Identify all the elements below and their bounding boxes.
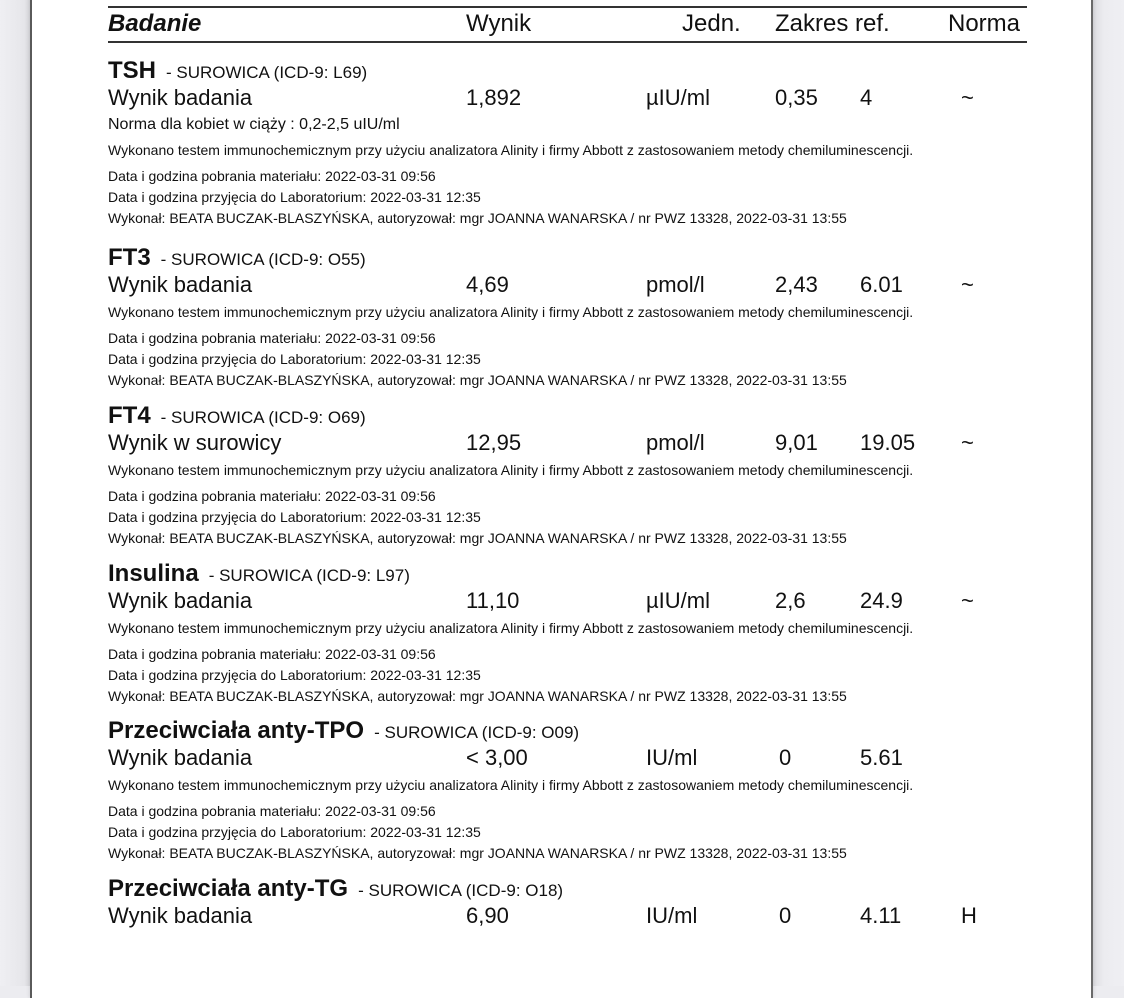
norm-flag: ~ bbox=[961, 588, 974, 613]
column-header-wynik: Wynik bbox=[466, 10, 532, 37]
result-unit: IU/ml bbox=[646, 903, 698, 928]
norm-flag-high: H bbox=[961, 903, 977, 928]
test-block-anty-tg bbox=[108, 875, 1058, 933]
test-name: Przeciwciała anty-TPO bbox=[108, 717, 365, 744]
test-block-tsh bbox=[108, 57, 1058, 229]
ref-low: 0,35 bbox=[775, 85, 818, 110]
test-title bbox=[108, 57, 1058, 85]
result-value: 11,10 bbox=[466, 588, 520, 613]
received-datetime: Data i godzina przyjęcia do Laboratorium: 2022-03-31 12:35 bbox=[108, 667, 481, 683]
ref-low: 9,01 bbox=[775, 430, 818, 455]
test-block-insulina bbox=[108, 560, 1058, 707]
performed-by: Wykonał: BEATA BUCZAK-BLASZYŃSKA, autoryzował: mgr JOANNA WANARSKA / nr PWZ 13328, 2022-03-31 13:55 bbox=[108, 372, 847, 388]
test-specimen: - SUROWICA (ICD-9: O09) bbox=[374, 723, 580, 742]
method-text: Wykonano testem immunochemicznym przy użyciu analizatora Alinity i firmy Abbott z zastosowaniem metody chemiluminescencji. bbox=[108, 777, 914, 793]
method-text: Wykonano testem immunochemicznym przy użyciu analizatora Alinity i firmy Abbott z zastosowaniem metody chemiluminescencji. bbox=[108, 620, 914, 636]
ref-high: 5.61 bbox=[860, 745, 903, 770]
viewer-background-left bbox=[0, 0, 30, 986]
ref-low: 2,6 bbox=[775, 588, 806, 613]
method-text: Wykonano testem immunochemicznym przy użyciu analizatora Alinity i firmy Abbott z zastosowaniem metody chemiluminescencji. bbox=[108, 462, 914, 478]
norm-flag: ~ bbox=[961, 430, 974, 455]
result-value: 1,892 bbox=[466, 85, 522, 110]
test-title bbox=[108, 717, 1058, 745]
column-header-norma: Norma bbox=[948, 10, 1021, 37]
result-unit: µIU/ml bbox=[646, 588, 711, 613]
norm-flag: ~ bbox=[961, 85, 974, 110]
header-rule-top bbox=[108, 6, 1027, 8]
result-value: < 3,00 bbox=[466, 745, 528, 770]
result-unit: pmol/l bbox=[646, 272, 705, 297]
column-header-zakres-ref: Zakres ref. bbox=[775, 10, 890, 37]
pregnancy-norm-note: Norma dla kobiet w ciąży : 0,2-2,5 uIU/ml bbox=[108, 116, 400, 133]
result-row bbox=[108, 85, 1058, 115]
method-text: Wykonano testem immunochemicznym przy użyciu analizatora Alinity i firmy Abbott z zastosowaniem metody chemiluminescencji. bbox=[108, 142, 914, 158]
ref-low: 0 bbox=[779, 903, 792, 928]
ref-high: 24.9 bbox=[860, 588, 903, 613]
test-block-ft3 bbox=[108, 244, 1058, 391]
result-row bbox=[108, 745, 1058, 775]
collection-datetime: Data i godzina pobrania materiału: 2022-03-31 09:56 bbox=[108, 488, 436, 504]
result-label: Wynik w surowicy bbox=[108, 430, 282, 455]
viewer-scroll-area[interactable] bbox=[1091, 0, 1124, 986]
collection-datetime: Data i godzina pobrania materiału: 2022-03-31 09:56 bbox=[108, 803, 436, 819]
result-value: 12,95 bbox=[466, 430, 522, 455]
collection-datetime: Data i godzina pobrania materiału: 2022-03-31 09:56 bbox=[108, 330, 436, 346]
test-name: Przeciwciała anty-TG bbox=[108, 875, 349, 902]
collection-datetime: Data i godzina pobrania materiału: 2022-03-31 09:56 bbox=[108, 646, 436, 662]
result-row bbox=[108, 272, 1058, 302]
test-specimen: - SUROWICA (ICD-9: O18) bbox=[358, 881, 564, 900]
result-unit: IU/ml bbox=[646, 745, 698, 770]
column-header-jedn: Jedn. bbox=[682, 10, 741, 37]
norm-flag: ~ bbox=[961, 272, 974, 297]
result-label: Wynik badania bbox=[108, 85, 253, 110]
ref-low: 0 bbox=[779, 745, 792, 770]
performed-by: Wykonał: BEATA BUCZAK-BLASZYŃSKA, autoryzował: mgr JOANNA WANARSKA / nr PWZ 13328, 2022-03-31 13:55 bbox=[108, 845, 847, 861]
result-label: Wynik badania bbox=[108, 272, 253, 297]
received-datetime: Data i godzina przyjęcia do Laboratorium: 2022-03-31 12:35 bbox=[108, 189, 481, 205]
result-value: 6,90 bbox=[466, 903, 509, 928]
test-specimen: - SUROWICA (ICD-9: O69) bbox=[160, 408, 366, 427]
test-title bbox=[108, 244, 1058, 272]
test-block-anty-tpo bbox=[108, 717, 1058, 864]
result-row bbox=[108, 430, 1058, 460]
received-datetime: Data i godzina przyjęcia do Laboratorium: 2022-03-31 12:35 bbox=[108, 351, 481, 367]
test-title bbox=[108, 560, 1058, 588]
received-datetime: Data i godzina przyjęcia do Laboratorium: 2022-03-31 12:35 bbox=[108, 509, 481, 525]
test-name: TSH bbox=[108, 57, 156, 84]
test-title bbox=[108, 875, 1058, 903]
test-name: FT4 bbox=[108, 402, 151, 429]
result-unit: pmol/l bbox=[646, 430, 705, 455]
result-label: Wynik badania bbox=[108, 903, 253, 928]
performed-by: Wykonał: BEATA BUCZAK-BLASZYŃSKA, autoryzował: mgr JOANNA WANARSKA / nr PWZ 13328, 2022-03-31 13:55 bbox=[108, 210, 847, 226]
result-value: 4,69 bbox=[466, 272, 509, 297]
ref-high: 4.11 bbox=[860, 903, 902, 928]
collection-datetime: Data i godzina pobrania materiału: 2022-03-31 09:56 bbox=[108, 168, 436, 184]
ref-high: 19.05 bbox=[860, 430, 916, 455]
performed-by: Wykonał: BEATA BUCZAK-BLASZYŃSKA, autoryzował: mgr JOANNA WANARSKA / nr PWZ 13328, 2022-03-31 13:55 bbox=[108, 688, 847, 704]
result-label: Wynik badania bbox=[108, 745, 253, 770]
result-unit: µIU/ml bbox=[646, 85, 711, 110]
test-name: Insulina bbox=[108, 560, 199, 587]
ref-high: 4 bbox=[860, 85, 873, 110]
ref-low: 2,43 bbox=[775, 272, 818, 297]
result-label: Wynik badania bbox=[108, 588, 253, 613]
method-text: Wykonano testem immunochemicznym przy użyciu analizatora Alinity i firmy Abbott z zastosowaniem metody chemiluminescencji. bbox=[108, 304, 914, 320]
ref-high: 6.01 bbox=[860, 272, 903, 297]
test-name: FT3 bbox=[108, 244, 151, 271]
performed-by: Wykonał: BEATA BUCZAK-BLASZYŃSKA, autoryzował: mgr JOANNA WANARSKA / nr PWZ 13328, 2022-03-31 13:55 bbox=[108, 530, 847, 546]
test-specimen: - SUROWICA (ICD-9: L69) bbox=[166, 63, 368, 82]
test-specimen: - SUROWICA (ICD-9: O55) bbox=[160, 250, 366, 269]
column-header-badanie: Badanie bbox=[108, 10, 202, 37]
result-row bbox=[108, 903, 1058, 933]
result-row bbox=[108, 588, 1058, 618]
test-title bbox=[108, 402, 1058, 430]
test-specimen: - SUROWICA (ICD-9: L97) bbox=[208, 566, 410, 585]
header-rule-bottom bbox=[108, 41, 1027, 43]
test-block-ft4 bbox=[108, 402, 1058, 549]
received-datetime: Data i godzina przyjęcia do Laboratorium: 2022-03-31 12:35 bbox=[108, 824, 481, 840]
